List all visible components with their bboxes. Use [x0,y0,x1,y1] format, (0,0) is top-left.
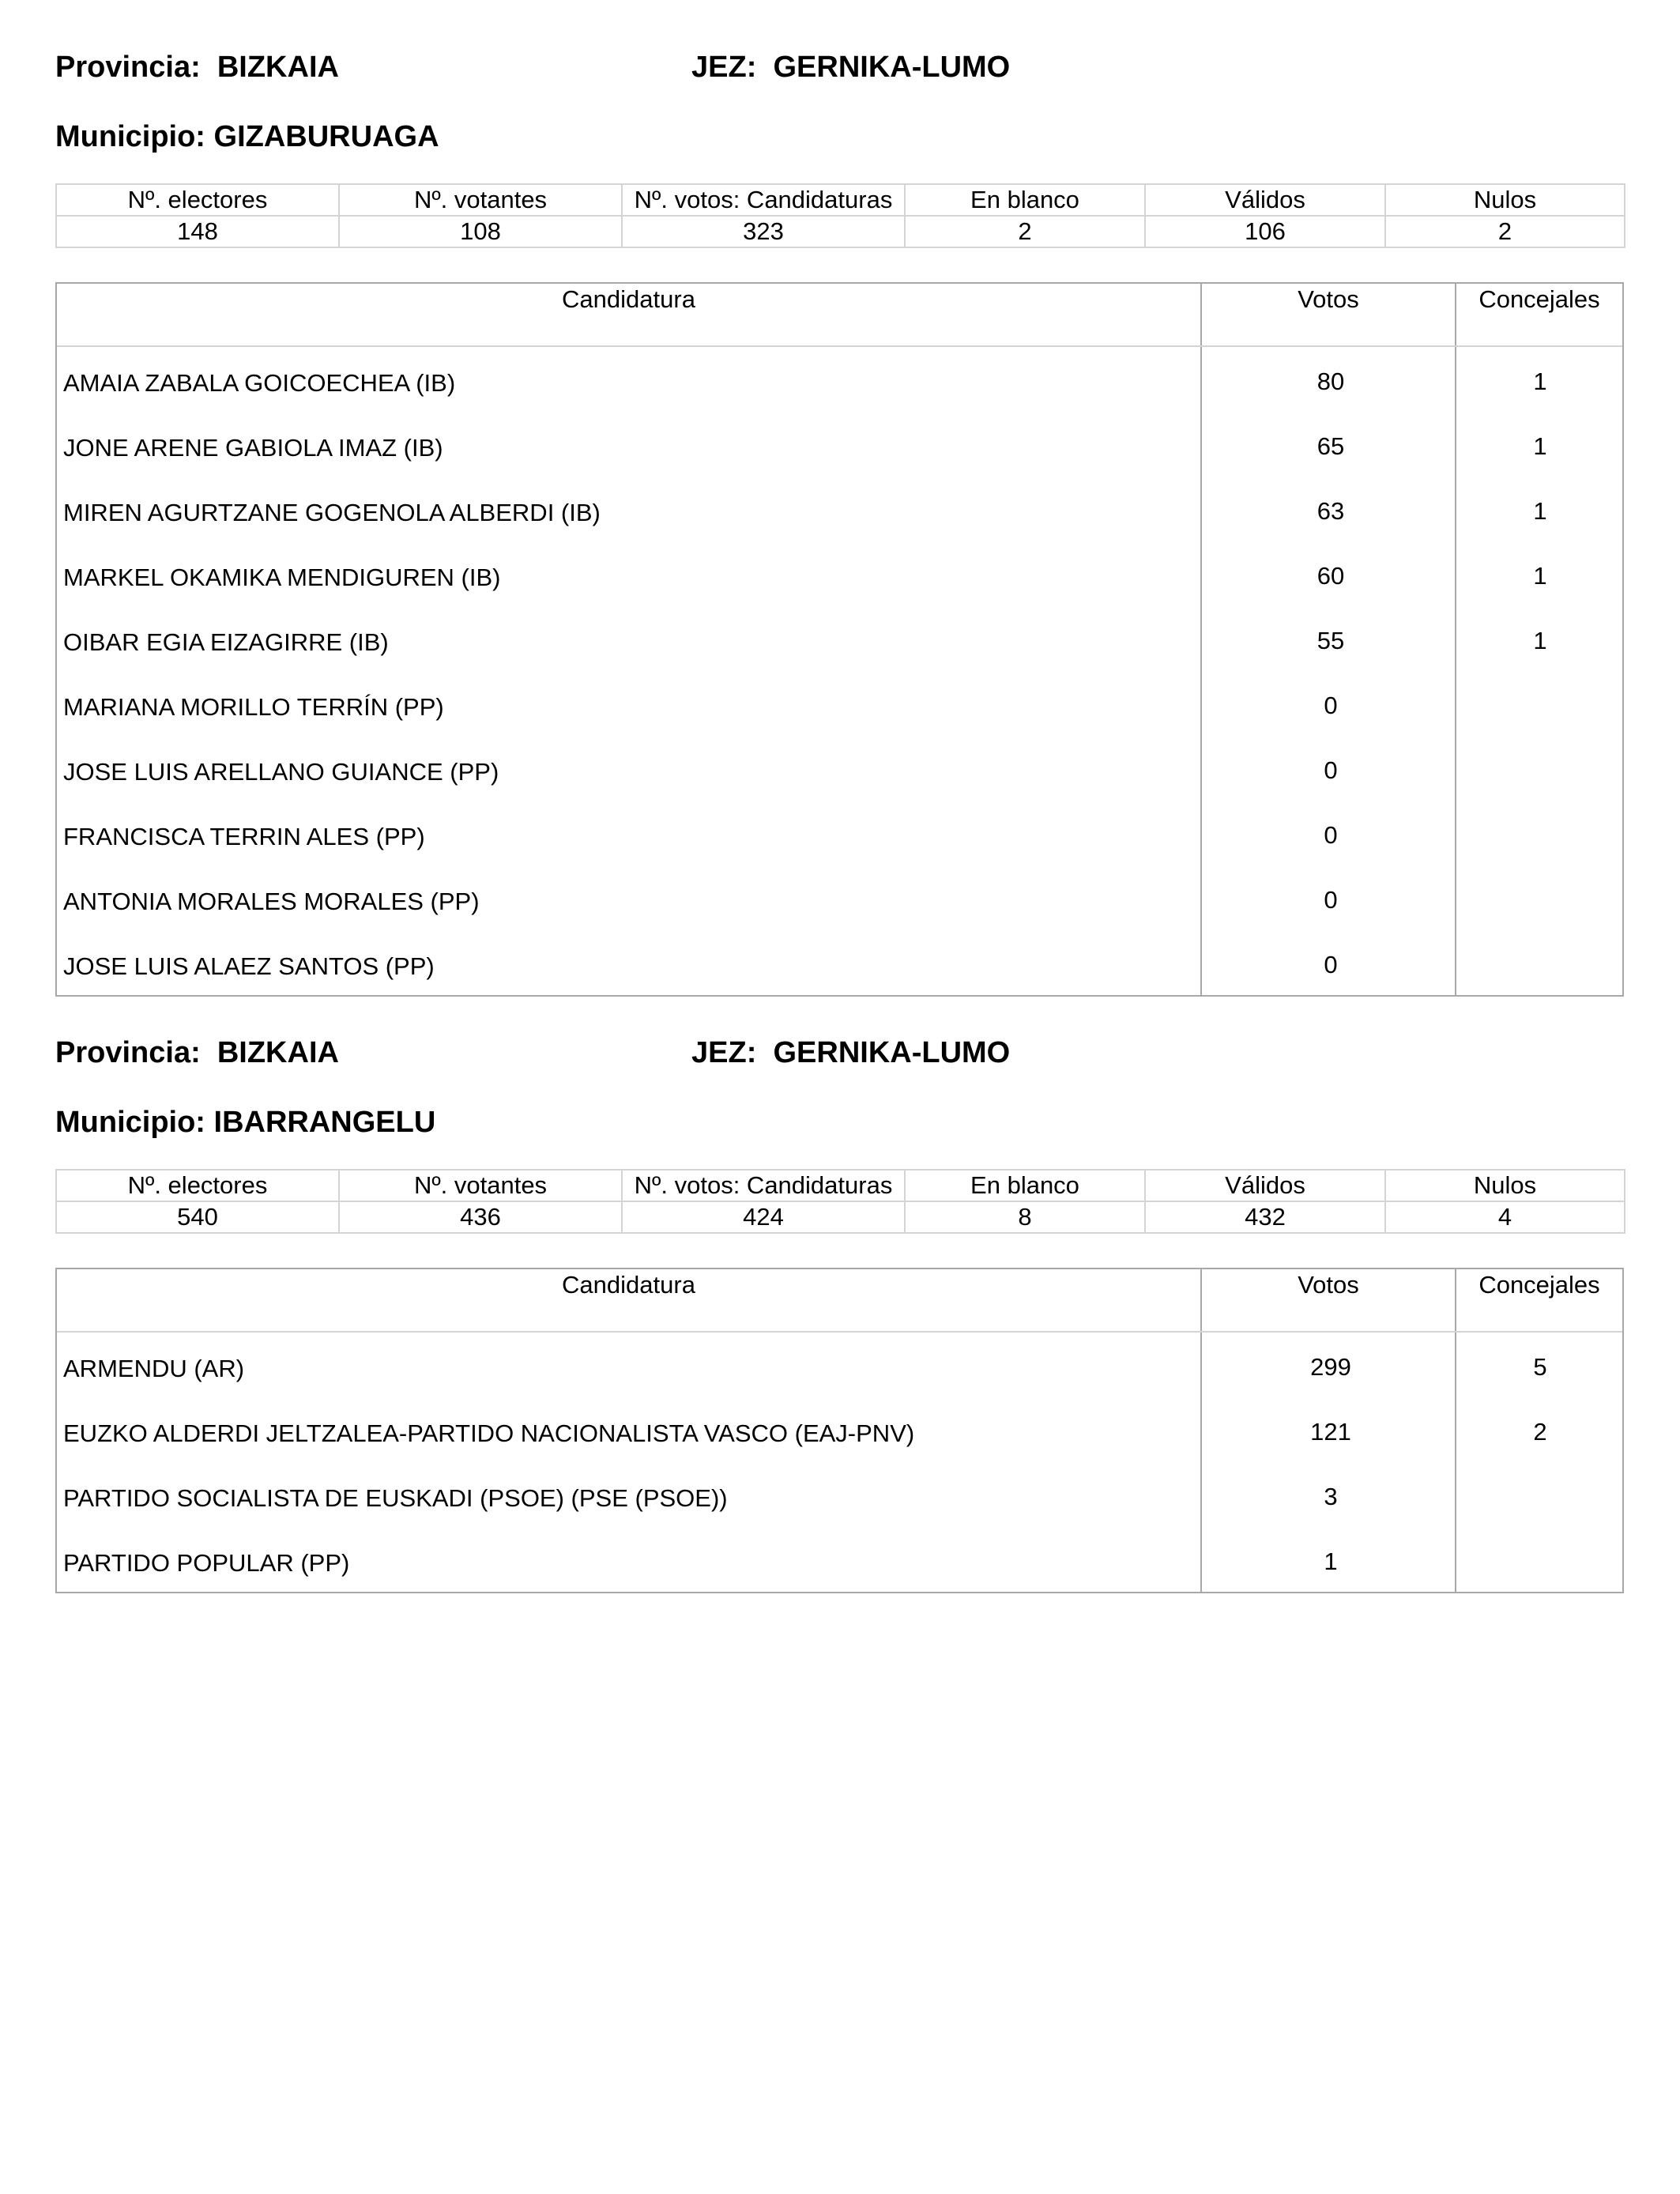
votos-candidaturas-header: Nº. votos: Candidaturas [622,184,905,216]
candidatura-header: Candidatura [57,284,1202,345]
candidate-concejales [1456,1462,1622,1527]
validos-header: Válidos [1145,184,1385,216]
validos-value: 432 [1145,1201,1385,1233]
votos-header: Votos [1202,284,1456,345]
provincia-heading [55,50,339,85]
candidate-concejales: 5 [1533,1353,1547,1381]
candidates-header-row [57,1269,1622,1333]
candidate-name: JOSE LUIS ALAEZ SANTOS (PP) [57,930,1202,995]
candidate-row [57,541,1622,606]
candidate-name: AMAIA ZABALA GOICOECHEA (IB) [57,347,1202,412]
candidate-row [57,477,1622,541]
candidatura-header: Candidatura [57,1269,1202,1331]
candidate-name: PARTIDO SOCIALISTA DE EUSKADI (PSOE) (PSE (PSOE)) [57,1462,1202,1527]
candidate-row [57,412,1622,477]
candidates-table [55,282,1624,997]
candidate-name: PARTIDO POPULAR (PP) [57,1527,1202,1592]
candidate-row [57,1333,1622,1397]
candidate-row [57,930,1622,995]
candidate-votos: 80 [1202,347,1456,412]
electores-value: 148 [56,216,339,247]
candidate-concejales: 1 [1533,432,1547,460]
candidate-votos: 0 [1202,930,1456,995]
nulos-value: 4 [1385,1201,1625,1233]
votos-header: Votos [1202,1269,1456,1331]
summary-header-row [56,184,1625,216]
concejales-header: Concejales [1478,1271,1600,1299]
votantes-header: Nº. votantes [339,184,622,216]
candidate-concejales [1456,930,1622,995]
candidate-concejales: 2 [1533,1418,1547,1446]
electores-header: Nº. electores [56,1170,339,1201]
provincia-value: BIZKAIA [217,51,339,84]
summary-value-row [56,1201,1625,1233]
candidate-row [57,347,1622,412]
candidate-row [57,801,1622,865]
candidate-name: FRANCISCA TERRIN ALES (PP) [57,801,1202,865]
en-blanco-value: 8 [905,1201,1145,1233]
jez-label: JEZ: [691,1036,774,1069]
candidate-name: MARKEL OKAMIKA MENDIGUREN (IB) [57,541,1202,606]
candidate-concejales: 1 [1533,497,1547,525]
municipio-heading [55,119,439,154]
candidate-votos: 1 [1202,1527,1456,1592]
provincia-label: Provincia: [55,1036,217,1069]
candidate-votos: 55 [1202,606,1456,671]
en-blanco-value: 2 [905,216,1145,247]
provincia-value: BIZKAIA [217,1036,339,1069]
candidate-votos: 65 [1202,412,1456,477]
candidate-concejales: 1 [1533,368,1547,395]
candidate-row [57,865,1622,930]
candidate-name: MARIANA MORILLO TERRÍN (PP) [57,671,1202,736]
votos-candidaturas-value: 424 [622,1201,905,1233]
jez-value: GERNIKA-LUMO [773,51,1011,84]
candidate-concejales [1456,801,1622,865]
provincia-heading [55,1035,339,1070]
candidate-row [57,1397,1622,1462]
votantes-value: 436 [339,1201,622,1233]
candidate-concejales [1456,736,1622,801]
candidate-name: OIBAR EGIA EIZAGIRRE (IB) [57,606,1202,671]
jez-value: GERNIKA-LUMO [773,1036,1011,1069]
candidate-name: EUZKO ALDERDI JELTZALEA-PARTIDO NACIONALISTA VASCO (EAJ-PNV) [57,1397,1202,1462]
candidates-header-row [57,284,1622,347]
candidate-votos: 63 [1202,477,1456,541]
candidate-votos: 0 [1202,671,1456,736]
candidate-votos: 0 [1202,736,1456,801]
candidate-name: ANTONIA MORALES MORALES (PP) [57,865,1202,930]
candidate-votos: 299 [1202,1333,1456,1397]
candidate-row [57,1462,1622,1527]
summary-table [55,183,1625,248]
jez-heading [691,1035,1010,1070]
candidate-votos: 3 [1202,1462,1456,1527]
candidate-concejales: 1 [1533,627,1547,654]
nulos-value: 2 [1385,216,1625,247]
candidate-concejales [1456,671,1622,736]
concejales-header: Concejales [1478,285,1600,313]
en-blanco-header: En blanco [905,184,1145,216]
candidate-votos: 121 [1202,1397,1456,1462]
summary-table [55,1169,1625,1234]
candidate-votos: 60 [1202,541,1456,606]
candidate-votos: 0 [1202,801,1456,865]
candidate-row [57,671,1622,736]
candidate-name: JONE ARENE GABIOLA IMAZ (IB) [57,412,1202,477]
municipio-value: IBARRANGELU [213,1106,436,1139]
municipio-label: Municipio: [55,120,214,153]
electores-value: 540 [56,1201,339,1233]
municipio-value: GIZABURUAGA [213,120,439,153]
candidate-name: ARMENDU (AR) [57,1333,1202,1397]
candidate-name: MIREN AGURTZANE GOGENOLA ALBERDI (IB) [57,477,1202,541]
summary-header-row [56,1170,1625,1201]
electores-header: Nº. electores [56,184,339,216]
candidate-row [57,736,1622,801]
summary-value-row [56,216,1625,247]
nulos-header: Nulos [1385,184,1625,216]
nulos-header: Nulos [1385,1170,1625,1201]
votantes-value: 108 [339,216,622,247]
candidate-concejales [1456,865,1622,930]
jez-label: JEZ: [691,51,774,84]
candidate-concejales [1456,1527,1622,1592]
candidate-row [57,606,1622,671]
candidate-row [57,1527,1622,1592]
candidate-votos: 0 [1202,865,1456,930]
en-blanco-header: En blanco [905,1170,1145,1201]
jez-heading [691,50,1010,85]
candidate-concejales: 1 [1533,562,1547,590]
municipio-heading [55,1105,435,1140]
validos-value: 106 [1145,216,1385,247]
candidate-name: JOSE LUIS ARELLANO GUIANCE (PP) [57,736,1202,801]
provincia-label: Provincia: [55,51,217,84]
candidates-table [55,1268,1624,1593]
votos-candidaturas-header: Nº. votos: Candidaturas [622,1170,905,1201]
votantes-header: Nº. votantes [339,1170,622,1201]
validos-header: Válidos [1145,1170,1385,1201]
votos-candidaturas-value: 323 [622,216,905,247]
municipio-label: Municipio: [55,1106,214,1139]
